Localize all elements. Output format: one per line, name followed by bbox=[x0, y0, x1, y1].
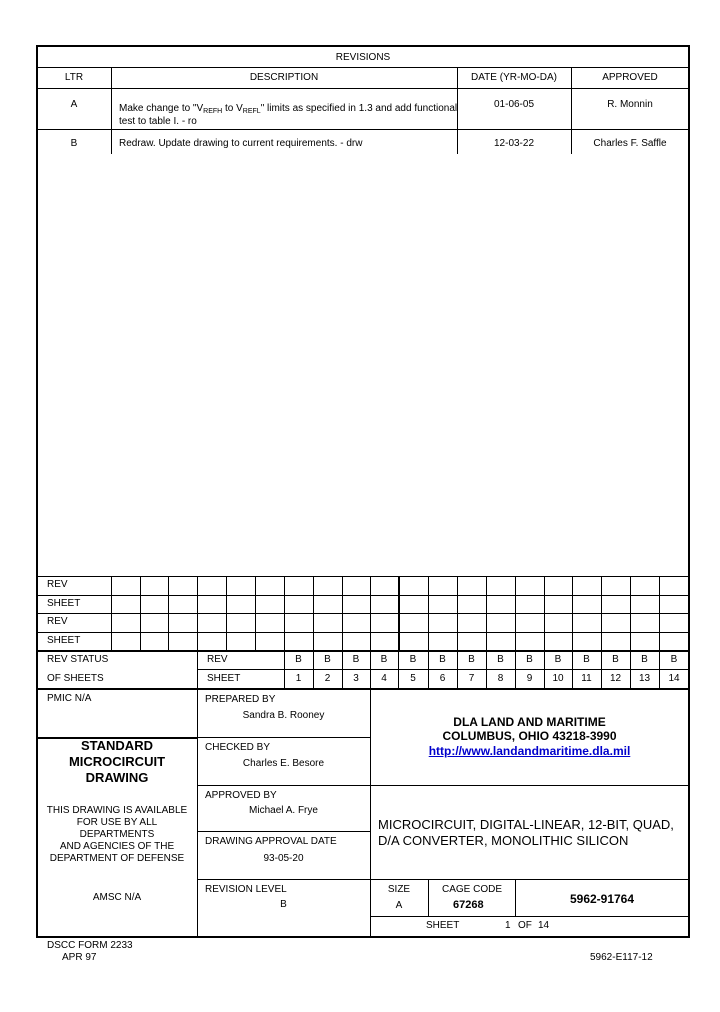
revision-date: 12-03-22 bbox=[493, 138, 535, 149]
sheet-total: 14 bbox=[538, 920, 550, 931]
availability-line2: FOR USE BY ALL bbox=[76, 817, 158, 828]
rev-status-sheet-cell: 8 bbox=[497, 673, 504, 684]
sheet-number: 1 bbox=[505, 920, 511, 931]
rev-status-rev-cell: B bbox=[439, 654, 446, 665]
checked-by-name: Charles E. Besore bbox=[242, 758, 325, 769]
rev-status-sheet-cell: 4 bbox=[381, 673, 387, 684]
approval-date-value: 93-05-20 bbox=[263, 853, 304, 864]
drawing-number: 5962-91764 bbox=[569, 892, 635, 906]
approval-date-label: DRAWING APPROVAL DATE bbox=[205, 836, 337, 847]
standard-title-line2: MICROCIRCUIT bbox=[68, 754, 166, 769]
amsc-label: AMSC N/A bbox=[92, 892, 142, 903]
agency-url[interactable] bbox=[370, 744, 689, 758]
col-header-ltr: LTR bbox=[64, 72, 84, 83]
document-code: 5962-E117-12 bbox=[590, 952, 653, 963]
agency-address: COLUMBUS, OHIO 43218-3990 bbox=[442, 729, 617, 743]
availability-line5: DEPARTMENT OF DEFENSE bbox=[49, 853, 185, 864]
revision-ltr: B bbox=[70, 138, 78, 149]
rev-status-sheet-cell: 3 bbox=[353, 673, 359, 684]
rev-status-rev-cell: B bbox=[497, 654, 504, 665]
rev-status-sheet-cell: 11 bbox=[581, 673, 592, 684]
standard-title-line1: STANDARD bbox=[81, 738, 153, 753]
rev-status-sheet-cell: 2 bbox=[324, 673, 331, 684]
rev-status-sheet-cell: 12 bbox=[609, 673, 622, 684]
grid-row-label-rev: REV bbox=[47, 616, 68, 627]
prepared-by-name: Sandra B. Rooney bbox=[242, 710, 325, 721]
standard-title-line3: DRAWING bbox=[85, 770, 149, 785]
rev-status-rev-cell: B bbox=[612, 654, 619, 665]
agency-url-link[interactable]: http://www.landandmaritime.dla.mil bbox=[428, 744, 631, 758]
rev-status-rev-cell: B bbox=[409, 654, 417, 665]
rev-status-rev-cell: B bbox=[554, 654, 562, 665]
rev-status-rev-cell: B bbox=[583, 654, 590, 665]
col-header-date: DATE (YR-MO-DA) bbox=[471, 72, 557, 83]
grid-row-label-rev: REV bbox=[47, 579, 68, 590]
rev-status-sheet-cell: 1 bbox=[295, 673, 302, 684]
rev-row-label: REV bbox=[207, 654, 228, 665]
revisions-title: REVISIONS bbox=[335, 52, 391, 63]
grid-row-label-sheet: SHEET bbox=[47, 635, 81, 646]
rev-status-sheet-cell: 14 bbox=[668, 673, 680, 684]
revision-date: 01-06-05 bbox=[493, 99, 535, 110]
rev-status-sheet-cell: 5 bbox=[410, 673, 416, 684]
grid-row-label-sheet: SHEET bbox=[47, 598, 81, 609]
rev-status-rev-cell: B bbox=[641, 654, 648, 665]
availability-line4: AND AGENCIES OF THE bbox=[59, 841, 175, 852]
availability-line1: THIS DRAWING IS AVAILABLE bbox=[46, 805, 188, 816]
rev-status-sheet-cell: 13 bbox=[638, 673, 651, 684]
rev-status-rev-cell: B bbox=[468, 654, 475, 665]
rev-status-sheet-cell: 9 bbox=[526, 673, 533, 684]
rev-status-rev-cell: B bbox=[295, 654, 302, 665]
rev-status-rev-cell: B bbox=[670, 654, 678, 665]
revision-approved: Charles F. Saffle bbox=[593, 138, 667, 149]
sheet-row-label: SHEET bbox=[207, 673, 241, 684]
document-title-line2: D/A CONVERTER, MONOLITHIC SILICON bbox=[378, 833, 629, 848]
cage-code-label: CAGE CODE bbox=[442, 884, 503, 895]
rev-status-rev-cell: B bbox=[352, 654, 360, 665]
revision-level-value: B bbox=[280, 899, 287, 910]
document-title-line1: MICROCIRCUIT, DIGITAL-LINEAR, 12-BIT, QUAD, bbox=[378, 817, 674, 832]
approved-by-label: APPROVED BY bbox=[205, 790, 277, 801]
revision-description: Make change to "$V_{REFH}$ to $V_{REFL}$" limits as specified in 1.3 and add functional bbox=[119, 103, 458, 115]
approved-by-name: Michael A. Frye bbox=[249, 805, 318, 816]
rev-status-label: REV STATUS bbox=[47, 654, 109, 665]
agency-name: DLA LAND AND MARITIME bbox=[453, 715, 606, 729]
cage-code-value: 67268 bbox=[453, 899, 484, 911]
sheet-of: OF bbox=[518, 920, 532, 931]
rev-status-sheet-cell: 10 bbox=[552, 673, 564, 684]
size-value: A bbox=[395, 900, 403, 911]
availability-line3: DEPARTMENTS bbox=[79, 829, 155, 840]
rev-status-rev-cell: B bbox=[526, 654, 533, 665]
revision-ltr: A bbox=[70, 99, 78, 110]
of-sheets-label: OF SHEETS bbox=[47, 673, 104, 684]
pmic-label: PMIC N/A bbox=[47, 693, 92, 704]
form-number: DSCC FORM 2233 bbox=[47, 940, 133, 951]
revision-description-line2: test to table I. - ro bbox=[119, 116, 197, 127]
revision-description: Redraw. Update drawing to current requirements. - drw bbox=[119, 138, 363, 149]
col-header-approved: APPROVED bbox=[602, 72, 658, 83]
size-label: SIZE bbox=[387, 884, 411, 895]
rev-status-sheet-cell: 7 bbox=[468, 673, 475, 684]
rev-status-rev-cell: B bbox=[380, 654, 388, 665]
rev-status-rev-cell: B bbox=[324, 654, 331, 665]
sheet-label: SHEET bbox=[426, 920, 460, 931]
form-date: APR 97 bbox=[62, 952, 97, 963]
rev-status-sheet-cell: 6 bbox=[439, 673, 446, 684]
col-header-description: DESCRIPTION bbox=[249, 72, 319, 83]
prepared-by-label: PREPARED BY bbox=[205, 694, 276, 705]
revision-approved: R. Monnin bbox=[607, 99, 653, 110]
checked-by-label: CHECKED BY bbox=[205, 742, 271, 753]
revision-level-label: REVISION LEVEL bbox=[205, 884, 287, 895]
